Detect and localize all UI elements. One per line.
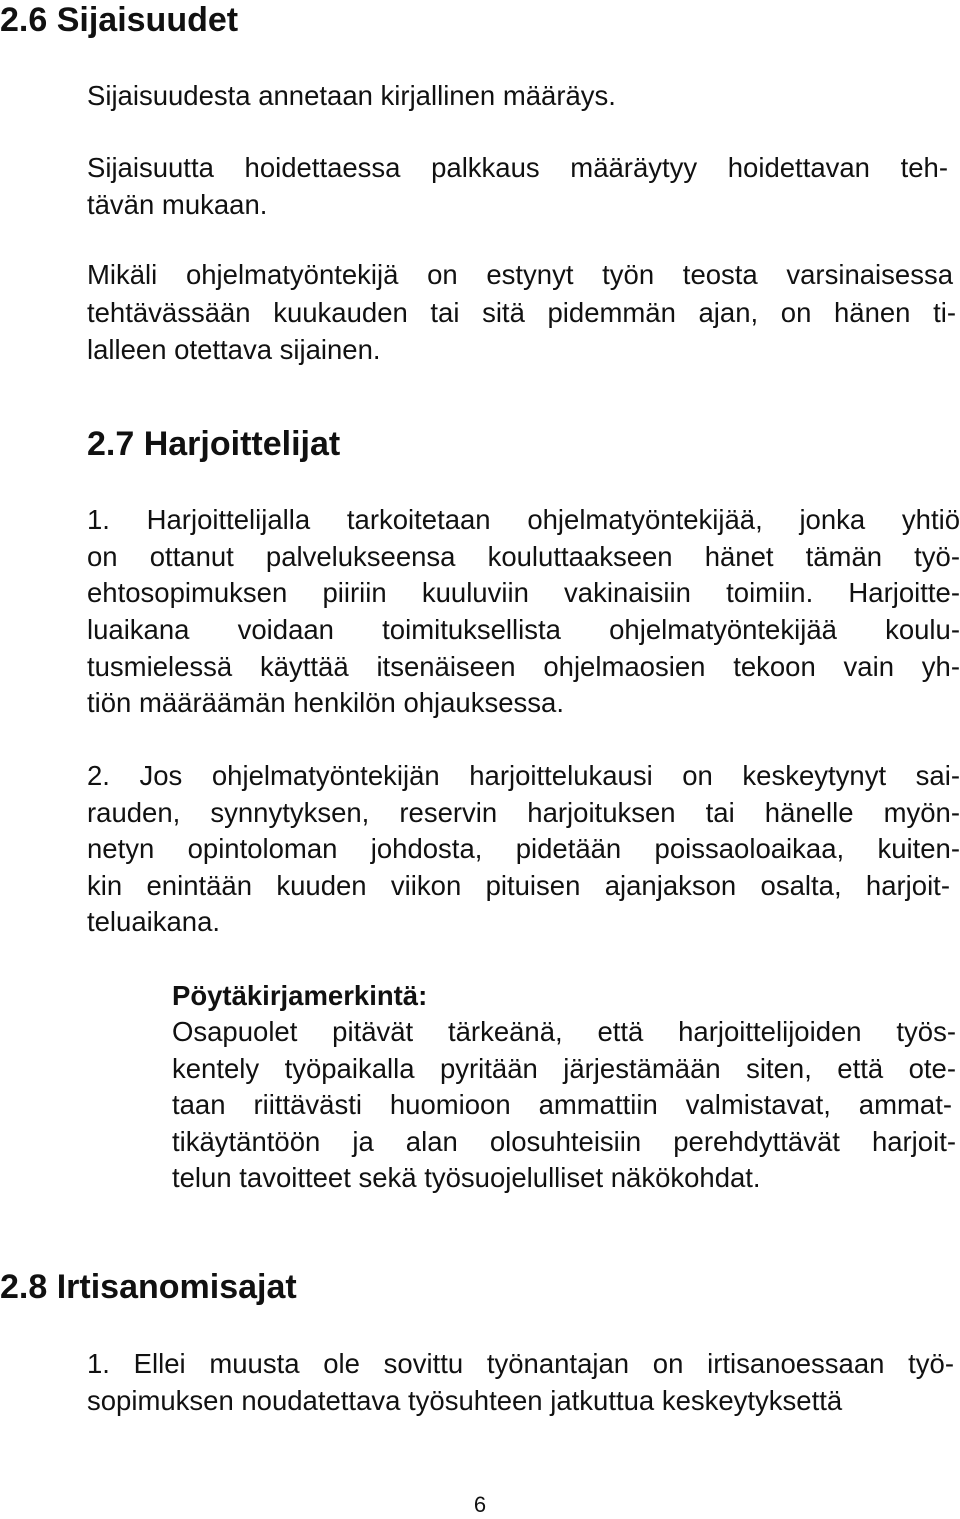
paragraph-line: rauden, synnytyksen, reservin harjoituksen tai hänelle myön- bbox=[87, 797, 960, 828]
paragraph-line: netyn opintoloman johdosta, pidetään poissaoloaikaa, kuiten- bbox=[87, 833, 960, 864]
paragraph-line: tehtävässään kuukauden tai sitä pidemmän ajan, on hänen ti- bbox=[87, 297, 956, 328]
paragraph-line: sopimuksen noudatettava työsuhteen jatkuttua keskeytyksettä bbox=[87, 1385, 843, 1416]
page-number: 6 bbox=[473, 1492, 487, 1517]
note-line: telun tavoitteet sekä työsuojelulliset näkökohdat. bbox=[172, 1162, 761, 1193]
paragraph-line: tusmielessä käyttää itsenäiseen ohjelmaosien tekoon vain yh- bbox=[87, 651, 960, 682]
section-heading-2-8: 2.8 Irtisanomisajat bbox=[0, 1268, 297, 1306]
paragraph-line: luaikana voidaan toimituksellista ohjelmatyöntekijää koulu- bbox=[87, 614, 960, 645]
section-heading-2-6: 2.6 Sijaisuudet bbox=[0, 1, 239, 39]
paragraph-line: tiön määräämän henkilön ohjauksessa. bbox=[87, 687, 564, 718]
paragraph-line: 2. Jos ohjelmatyöntekijän harjoittelukausi on keskeytynyt sai- bbox=[87, 760, 960, 791]
paragraph-line: 1. Harjoittelijalla tarkoitetaan ohjelmatyöntekijää, jonka yhtiö bbox=[87, 504, 960, 535]
paragraph-line: Sijaisuutta hoidettaessa palkkaus määräytyy hoidettavan teh- bbox=[87, 152, 948, 183]
note-line: Osapuolet pitävät tärkeänä, että harjoittelijoiden työs- bbox=[172, 1016, 956, 1047]
paragraph-line: lalleen otettava sijainen. bbox=[87, 334, 381, 365]
paragraph-line: tävän mukaan. bbox=[87, 189, 268, 220]
paragraph-line: Sijaisuudesta annetaan kirjallinen määräys. bbox=[87, 80, 616, 111]
paragraph-line: kin enintään kuuden viikon pituisen ajanjakson osalta, harjoit- bbox=[87, 870, 950, 901]
paragraph-line: 1. Ellei muusta ole sovittu työnantajan on irtisanoessaan työ- bbox=[87, 1348, 954, 1379]
section-heading-2-7: 2.7 Harjoittelijat bbox=[87, 425, 341, 463]
paragraph-line: Mikäli ohjelmatyöntekijä on estynyt työn teosta varsinaisessa bbox=[87, 259, 953, 290]
paragraph-line: teluaikana. bbox=[87, 906, 221, 937]
note-line: kentely työpaikalla pyritään järjestämään siten, että ote- bbox=[172, 1053, 956, 1084]
paragraph-line: on ottanut palvelukseensa kouluttaakseen hänet tämän työ- bbox=[87, 541, 960, 572]
paragraph-line: ehtosopimuksen piiriin kuuluviin vakinaisiin toimiin. Harjoitte- bbox=[87, 577, 960, 608]
note-line: taan riittävästi huomioon ammattiin valmistavat, ammat- bbox=[172, 1089, 952, 1120]
note-line: tikäytäntöön ja alan olosuhteisiin perehdyttävät harjoit- bbox=[172, 1126, 956, 1157]
note-label: Pöytäkirjamerkintä: bbox=[172, 980, 428, 1011]
